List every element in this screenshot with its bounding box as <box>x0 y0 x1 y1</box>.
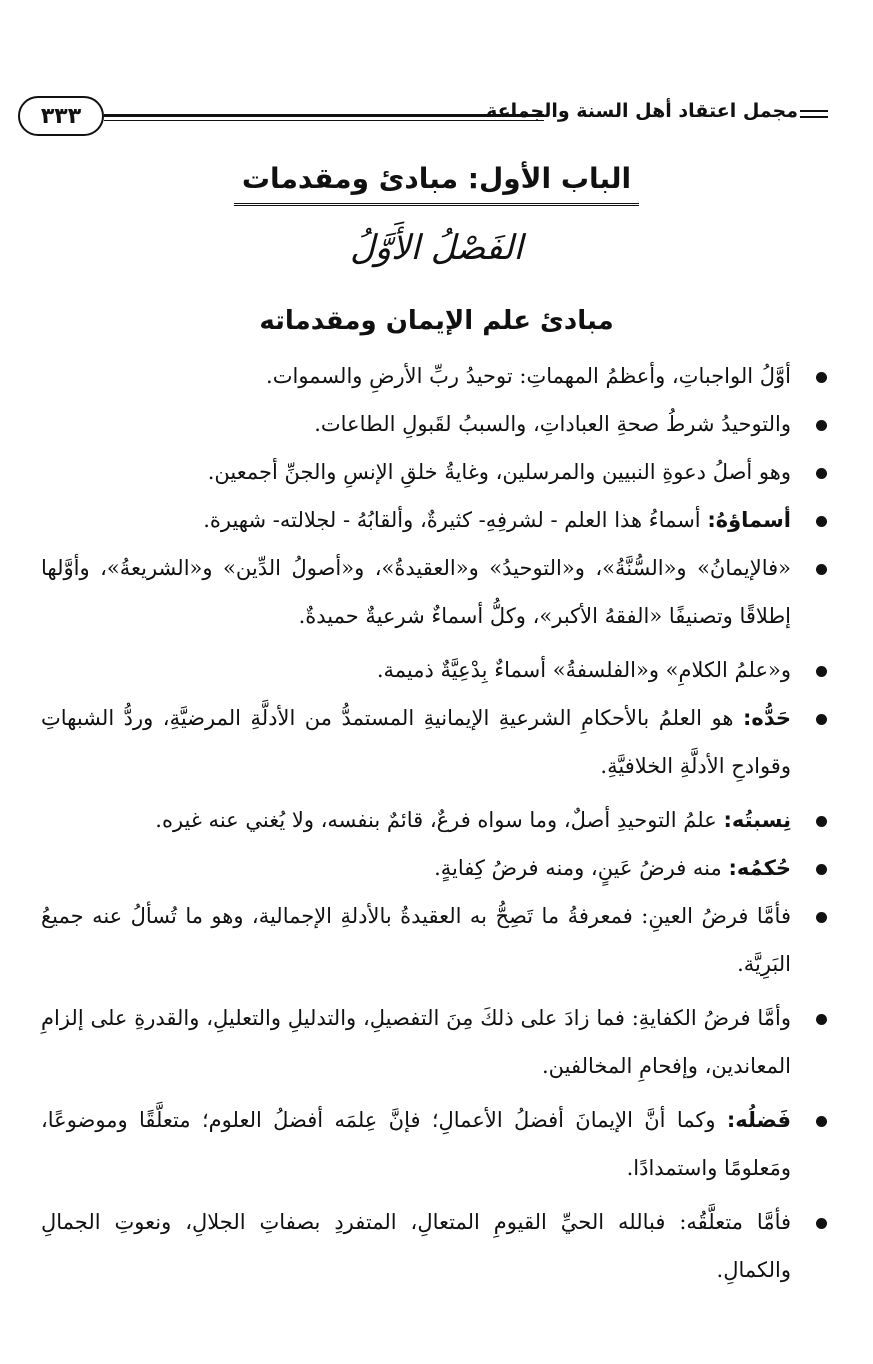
list-item: والتوحيدُ شرطُ صحةِ العباداتِ، والسببُ لقَبولِ الطاعات. <box>41 400 831 448</box>
bullet-icon <box>816 912 827 923</box>
list-item: فأمَّا متعلَّقُه: فبالله الحيِّ القيومِ المتعالِ، المتفردِ بصفاتِ الجلالِ، ونعوتِ الجمالِ والكمالِ. <box>41 1198 831 1294</box>
list-item: أسماؤهُ: أسماءُ هذا العلم - لشرفِهِ- كثيرةٌ، وألقابُهُ - لجلالته- شهيرة. <box>41 496 831 544</box>
list-item: حَدُّه: هو العلمُ بالأحكامِ الشرعيةِ الإيمانيةِ المستمدُّ من الأدلَّةِ المرضيَّةِ، وردُّ الشبهاتِ وقوادحِ الأدلَّةِ الخلافيَّةِ. <box>41 694 831 790</box>
list-item: فَضلُه: وكما أنَّ الإيمانَ أفضلُ الأعمالِ؛ فإنَّ عِلمَه أفضلُ العلوم؛ متعلَّقًا وموضوعًا، ومَعلومًا واستمدادًا. <box>41 1096 831 1192</box>
bullet-icon <box>816 420 827 431</box>
bullet-icon <box>816 714 827 725</box>
bullet-icon <box>816 816 827 827</box>
list-item: فأمَّا فرضُ العينِ: فمعرفةُ ما تَصِحُّ به العقيدةُ بالأدلةِ الإجمالية، وهو ما تُسألُ عنه جميعُ البَرِيَّة. <box>41 892 831 988</box>
part-title-text: الباب الأول: مبادئ ومقدمات <box>234 162 639 206</box>
header-rule <box>104 114 544 117</box>
page-header <box>18 96 828 138</box>
list-item: «فالإيمانُ» و«السُّنَّةُ»، و«التوحيدُ» و«العقيدةُ»، و«أصولُ الدِّين» و«الشريعةُ»، وأوَّلها إطلاقًا وتصنيفًا «الفقهُ الأكبر»، وكلُّ أسماءٌ شرعيةٌ حميدةٌ. <box>41 544 831 640</box>
bullet-icon <box>816 516 827 527</box>
part-title <box>0 162 873 206</box>
list-item: وهو أصلُ دعوةِ النبيين والمرسلين، وغايةُ خلقِ الإنسِ والجنِّ أجمعين. <box>41 448 831 496</box>
list-item: أوَّلُ الواجباتِ، وأعظمُ المهماتِ: توحيدُ ربِّ الأرضِ والسموات. <box>41 352 831 400</box>
bullet-icon <box>816 564 827 575</box>
section-title: مبادئ علم الإيمان ومقدماته <box>259 306 614 336</box>
bullet-icon <box>816 1116 827 1127</box>
list-item: و«علمُ الكلامِ» و«الفلسفةُ» أسماءٌ بِدْعِيَّةٌ ذميمة. <box>41 646 831 694</box>
bullet-icon <box>816 1014 827 1025</box>
chapter-title: الفَصْلُ الأَوَّلُ <box>349 228 523 268</box>
bullet-list <box>41 352 831 1294</box>
bullet-icon <box>816 864 827 875</box>
list-item: حُكمُه: منه فرضُ عَينٍ، ومنه فرضُ كِفايةٍ. <box>41 844 831 892</box>
bullet-icon <box>816 468 827 479</box>
bullet-icon <box>816 1218 827 1229</box>
running-title: مجمل اعتقاد أهل السنة والجماعة <box>486 100 798 122</box>
page-number: ٣٣٣ <box>18 96 104 136</box>
bullet-icon <box>816 372 827 383</box>
header-rule-thin <box>104 120 544 121</box>
list-item: وأمَّا فرضُ الكفايةِ: فما زادَ على ذلكَ مِنَ التفصيلِ، والتدليلِ والتعليلِ، والقدرةِ على إلزامِ المعاندين، وإفحامِ المخالفين. <box>41 994 831 1090</box>
title-ornament <box>800 110 828 122</box>
bullet-icon <box>816 666 827 677</box>
list-item: نِسبتُه: علمُ التوحيدِ أصلٌ، وما سواه فرعٌ، قائمٌ بنفسه، ولا يُغني عنه غيره. <box>41 796 831 844</box>
